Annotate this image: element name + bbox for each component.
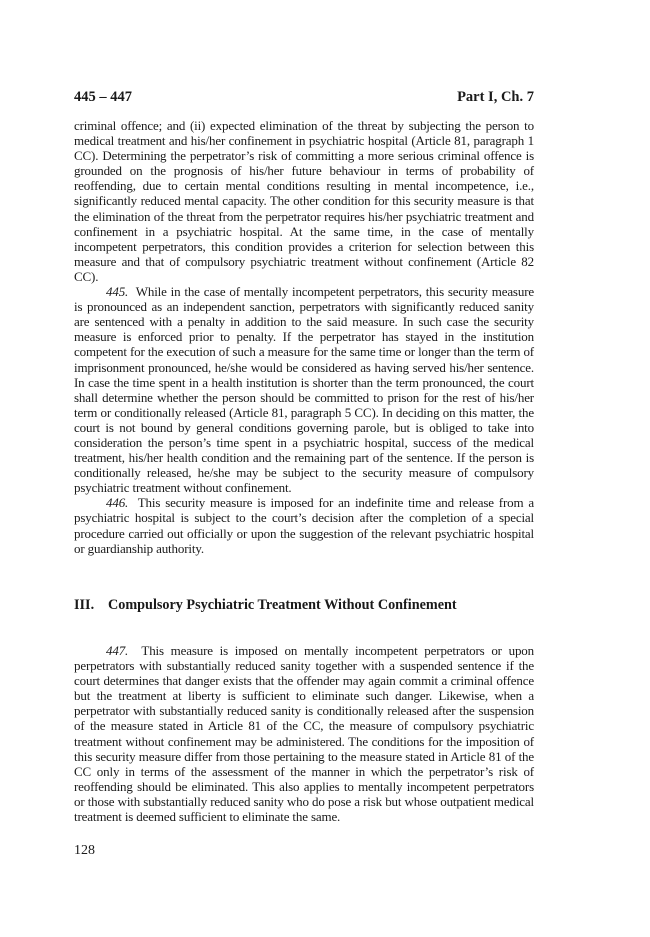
paragraph-446 xyxy=(74,495,534,555)
paragraph-text: This measure is imposed on mentally incompetent perpetrators or upon perpetrators with substantially reduced sanity together with a suspended sentence if the court determines that danger exists that the offender may again commit a criminal offence but the treatment at liberty is sufficient to eliminate such danger. Likewise, when a perpetrator with substantially reduced sanity is conditionally released after the suspension of the measure stated in Article 81 of the CC, the measure of compulsory psychiatric treatment without confinement may be administered. The conditions for the imposition of this security measure differ from those pertaining to the measure stated in Article 81 of the CC only in terms of the assessment of the manner in which the perpetrator’s risk of reoffending should be eliminated. This also applies to mentally incompetent perpetrators or those with substantially reduced sanity who do pose a risk but whose outpatient medical treatment is deemed sufficient to eliminate the same. xyxy=(74,643,534,825)
paragraph-number: 445. xyxy=(106,284,129,300)
header-chapter: Part I, Ch. 7 xyxy=(457,89,534,105)
paragraph-447 xyxy=(74,643,534,824)
paragraph-text: While in the case of mentally incompetent perpetrators, this security measure is pronounced as an independent sanction, perpetrators with significantly reduced sanity are sentenced with a penalty in addition to the said measure. In such case the security measure is enforced prior to penalty. If the perpetrator has stayed in the institution competent for the execution of such a measure for the same time or longer than the term of imprisonment pronounced, he/she would be considered as having served his/her sentence. In case the time spent in a health institution is shorter than the term pronounced, the court shall determine whether the person should be committed to prison for the rest of his/her term or conditionally released (Article 81, paragraph 5 CC). In deciding on this matter, the court is not bound by general conditions governing parole, but is obliged to take into consideration the person’s time spent in a psychiatric hospital, success of the medical treatment, his/her health condition and the remaining part of the sentence. If the person is conditionally released, he/she may be subject to the security measure of compulsory psychiatric treatment without confinement. xyxy=(74,284,534,496)
body-text-block-2 xyxy=(74,630,534,837)
body-text-block-1 xyxy=(74,118,534,556)
page-number: 128 xyxy=(74,843,95,858)
section-title: Compulsory Psychiatric Treatment Without Confinement xyxy=(108,597,457,613)
paragraph-text: criminal offence; and (ii) expected elimination of the threat by subjecting the person to medical treatment and his/her confinement in psychiatric hospital (Article 81, paragraph 1 CC). Determining the perpetrator’s risk of committing a more serious criminal offence is grounded on the prognosis of his/her future behaviour in terms of probability of reoffending, due to certain mental conditions resulting in mental incompetence, i.e., significantly reduced mental capacity. The other condition for this security measure is that the elimination of the threat from the perpetrator requires his/her psychiatric treatment and confinement in a psychiatric hospital. At the same time, in the case of mentally incompetent perpetrators, this condition provides a criterion for selection between this measure and that of compulsory psychiatric treatment without confinement (Article 82 CC). xyxy=(74,118,534,284)
paragraph-445 xyxy=(74,284,534,495)
section-number: III. xyxy=(74,597,95,613)
running-header xyxy=(74,89,534,111)
paragraph-number: 446. xyxy=(106,495,129,511)
paragraph-text: This security measure is imposed for an indefinite time and release from a psychiatric hospital is subject to the court’s decision after the completion of a special procedure carried out officially or upon the suggestion of the relevant psychiatric hospital or guardianship authority. xyxy=(74,495,534,556)
header-paragraph-range: 445 – 447 xyxy=(74,89,132,105)
section-heading xyxy=(74,597,534,614)
paragraph-number: 447. xyxy=(106,643,129,658)
paragraph-continuation xyxy=(74,118,534,284)
